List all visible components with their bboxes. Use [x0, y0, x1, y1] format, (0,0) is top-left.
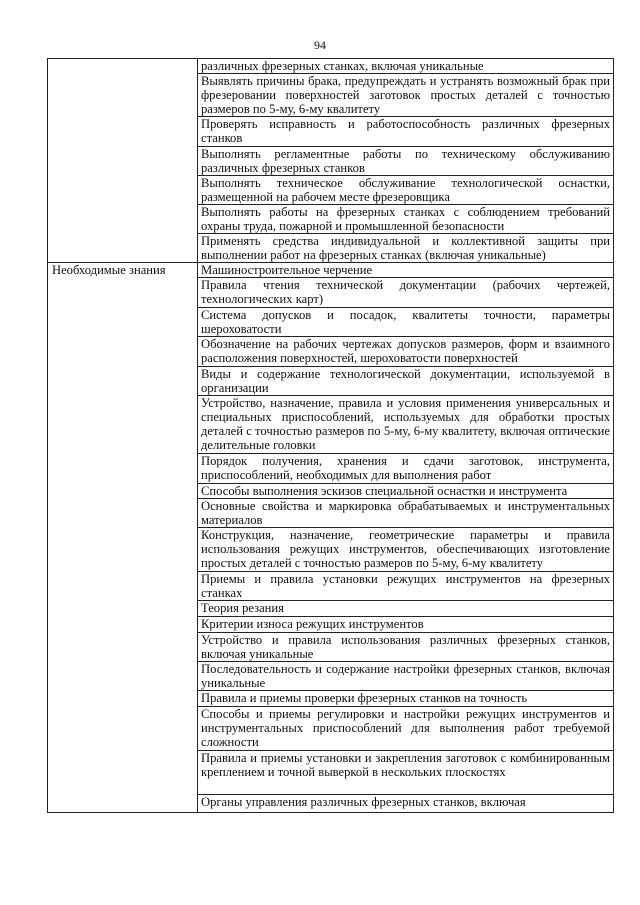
- row-label-cell: [48, 499, 198, 528]
- table-row: [48, 691, 614, 707]
- row-content: Порядок получения, хранения и сдачи заготовок, инструмента, приспособлений, необходимых для выполнения работ: [198, 454, 614, 484]
- row-content: Устройство, назначение, правила и условия применения универсальных и специальных приспособлений, используемых для обработки простых деталей с точностью размеров по 5-му, 6-му квалитету, включая оптические делительные головки: [198, 396, 614, 454]
- row-label-cell: [48, 205, 198, 234]
- table-row: [48, 74, 614, 117]
- row-content: Выполнять техническое обслуживание технологической оснастки, размещенной на рабочем месте фрезеровщика: [198, 176, 614, 205]
- knowledge-skills-table: [47, 58, 614, 813]
- page-number: 94: [314, 38, 326, 52]
- row-content: Последовательность и содержание настройки фрезерных станков, включая уникальные: [198, 662, 614, 691]
- table-row: [48, 528, 614, 572]
- row-label-cell: [48, 528, 198, 572]
- row-content: Приемы и правила установки режущих инструментов на фрезерных станках: [198, 572, 614, 601]
- row-label-cell: [48, 454, 198, 484]
- row-label-cell: [48, 337, 198, 367]
- table-row: [48, 278, 614, 308]
- table-row: [48, 117, 614, 147]
- row-content: Теория резания: [198, 601, 614, 617]
- table-row: [48, 59, 614, 74]
- row-label-cell: [48, 633, 198, 662]
- table-row: [48, 572, 614, 601]
- row-label-cell: [48, 147, 198, 176]
- row-content: Выявлять причины брака, предупреждать и устранять возможный брак при фрезеровании поверхностей заготовок простых деталей с точностью размеров по 5-му, 6-му квалитету: [198, 74, 614, 117]
- table-row: [48, 633, 614, 662]
- table-row: [48, 147, 614, 176]
- table-row: [48, 263, 614, 278]
- row-label-cell: [48, 795, 198, 813]
- row-label-cell: [48, 278, 198, 308]
- table-row: [48, 617, 614, 633]
- row-label-cell: [48, 234, 198, 263]
- row-label-cell: [48, 691, 198, 707]
- row-label-cell: [48, 59, 198, 74]
- table-row: [48, 176, 614, 205]
- table-row: [48, 308, 614, 337]
- row-content: Органы управления различных фрезерных станков, включая: [198, 795, 614, 813]
- row-content: Выполнять работы на фрезерных станках с соблюдением требований охраны труда, пожарной и промышленной безопасности: [198, 205, 614, 234]
- table-row: [48, 484, 614, 499]
- table-row: [48, 205, 614, 234]
- table-row: [48, 499, 614, 528]
- row-label-cell: [48, 662, 198, 691]
- row-content: Машиностроительное черчение: [198, 263, 614, 278]
- row-content: Основные свойства и маркировка обрабатываемых и инструментальных материалов: [198, 499, 614, 528]
- row-content: Правила и приемы установки и закрепления заготовок с комбинированным креплением и точной выверкой в нескольких плоскостях: [198, 751, 614, 795]
- table-row: [48, 234, 614, 263]
- row-label-cell: [48, 367, 198, 396]
- row-label-cell: [48, 396, 198, 454]
- row-content: Правила и приемы проверки фрезерных станков на точность: [198, 691, 614, 707]
- table-row: [48, 396, 614, 454]
- row-label-cell: [48, 176, 198, 205]
- table-row: [48, 707, 614, 751]
- row-label-cell: [48, 707, 198, 751]
- row-content: Проверять исправность и работоспособность различных фрезерных станков: [198, 117, 614, 147]
- row-label-cell: [48, 572, 198, 601]
- row-content: Конструкция, назначение, геометрические параметры и правила использования режущих инструментов, обеспечивающих изготовление простых деталей с точностью размеров по 5-му, 6-му квалитету: [198, 528, 614, 572]
- row-label-cell: [48, 74, 198, 117]
- row-label-cell: [48, 484, 198, 499]
- row-content: Критерии износа режущих инструментов: [198, 617, 614, 633]
- table-row: [48, 751, 614, 795]
- table-row: [48, 337, 614, 367]
- row-label-cell: [48, 308, 198, 337]
- row-label-cell: [48, 751, 198, 795]
- row-content: Применять средства индивидуальной и коллективной защиты при выполнении работ на фрезерных станках (включая уникальные): [198, 234, 614, 263]
- row-content: Способы выполнения эскизов специальной оснастки и инструмента: [198, 484, 614, 499]
- row-label-cell: [48, 601, 198, 617]
- row-content: Выполнять регламентные работы по техническому обслуживанию различных фрезерных станков: [198, 147, 614, 176]
- row-content: Правила чтения технической документации (рабочих чертежей, технологических карт): [198, 278, 614, 308]
- table-row: [48, 454, 614, 484]
- table-row: [48, 795, 614, 813]
- table-row: [48, 601, 614, 617]
- table-row: [48, 367, 614, 396]
- row-content: Обозначение на рабочих чертежах допусков размеров, форм и взаимного расположения поверхностей, шероховатости поверхностей: [198, 337, 614, 367]
- row-label-cell: [48, 617, 198, 633]
- row-content: Способы и приемы регулировки и настройки режущих инструментов и инструментальных приспособлений для выполнения работ требуемой сложности: [198, 707, 614, 751]
- row-content: Система допусков и посадок, квалитеты точности, параметры шероховатости: [198, 308, 614, 337]
- row-label-cell: [48, 117, 198, 147]
- section-label: Необходимые знания: [48, 263, 198, 278]
- row-content: различных фрезерных станках, включая уникальные: [198, 59, 614, 74]
- table-row: [48, 662, 614, 691]
- row-content: Виды и содержание технологической документации, используемой в организации: [198, 367, 614, 396]
- row-content: Устройство и правила использования различных фрезерных станков, включая уникальные: [198, 633, 614, 662]
